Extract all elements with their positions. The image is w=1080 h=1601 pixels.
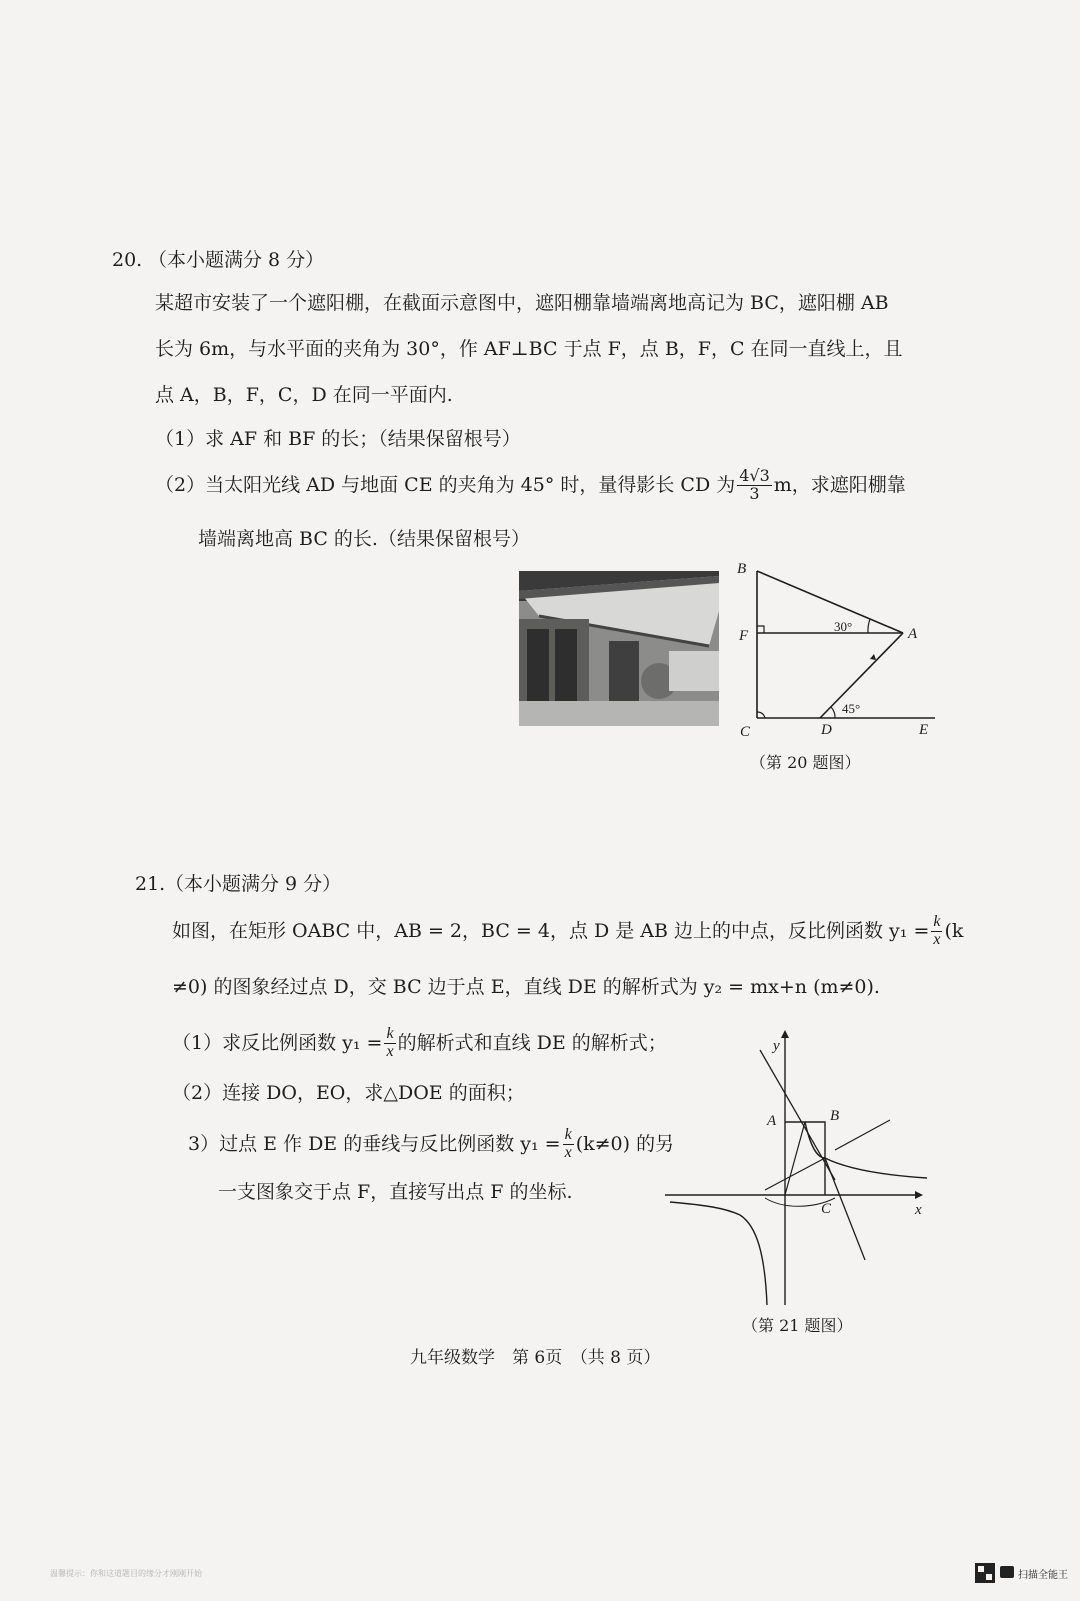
q21-subquestion-3: [188, 1127, 674, 1162]
hyperbola-branch-2: [670, 1202, 767, 1305]
q21-p1-fraction: [931, 914, 942, 949]
hyperbola-branch-1: [805, 1122, 927, 1178]
right-angle-c-icon: [757, 712, 765, 718]
label-b: B: [830, 1108, 840, 1124]
q21-sub3-denominator: x: [564, 1143, 572, 1161]
label-angle-30: 30°: [834, 619, 853, 634]
line-do: [785, 1122, 805, 1195]
q20-cd-fraction: [737, 468, 772, 503]
q21-p1-denominator: x: [933, 930, 941, 948]
line-eo: [765, 1158, 825, 1190]
awning-photo-drawing: [519, 571, 719, 726]
q20-cd-numerator: 4√3: [739, 466, 770, 485]
q21-sub1-numerator: k: [386, 1025, 394, 1042]
rectangle-oabc: [785, 1122, 825, 1195]
q21-sub3-text-end: (k≠0) 的另: [575, 1132, 675, 1155]
q20-geometry-figure: [730, 556, 945, 742]
label-e: E: [919, 722, 929, 738]
q21-subquestion-2: （2）连接 DO，EO，求△DOE 的面积；: [172, 1082, 525, 1104]
q21-subquestion-1: [172, 1026, 667, 1061]
label-f: F: [739, 628, 749, 644]
q20-subquestion-1: （1）求 AF 和 BF 的长；（结果保留根号）: [155, 428, 521, 450]
angle-45-arc: [831, 707, 835, 718]
q21-paragraph-line1: [172, 914, 963, 949]
q20-sub2-text-end: m，求遮阳棚靠: [773, 473, 906, 496]
q20-cd-denominator: 3: [749, 483, 760, 503]
line-ad: [820, 633, 903, 718]
label-x: x: [915, 1202, 922, 1218]
ray-arrow-icon: [870, 654, 876, 660]
q20-figure-caption: （第 20 题图）: [750, 753, 861, 772]
q21-sub3-text: 3）过点 E 作 DE 的垂线与反比例函数 y₁ =: [188, 1132, 561, 1155]
awning-photo: [519, 571, 719, 726]
label-d: D: [821, 722, 832, 738]
x-axis-arrow-icon: [915, 1191, 923, 1199]
label-y: y: [773, 1038, 780, 1054]
scanner-brand: 扫描全能王: [1018, 1570, 1068, 1581]
line-ab: [757, 571, 903, 633]
q20-sub2-text: （2）当太阳光线 AD 与地面 CE 的夹角为 45° 时，量得影长 CD 为: [155, 473, 736, 496]
label-a: A: [908, 626, 918, 642]
q21-p1-text: 如图，在矩形 OABC 中，AB = 2，BC = 4，点 D 是 AB 边上的中点，反比例函数 y₁ =: [172, 919, 930, 942]
q20-subquestion-2: [155, 468, 906, 503]
y-axis-arrow-icon: [781, 1030, 789, 1038]
qr-code-icon: [975, 1563, 995, 1583]
label-angle-45: 45°: [842, 701, 861, 716]
q21-coordinate-figure: [665, 1030, 940, 1305]
q20-paragraph-line1: 某超市安装了一个遮阳棚，在截面示意图中，遮阳棚靠墙端离地高记为 BC，遮阳棚 AB: [155, 292, 889, 314]
sketch-line: [835, 1120, 890, 1150]
q21-subquestion-3-line2: 一支图象交于点 F，直接写出点 F 的坐标.: [218, 1181, 573, 1203]
right-angle-f-icon: [757, 626, 764, 633]
q21-sub1-text-end: 的解析式和直线 DE 的解析式；: [397, 1031, 667, 1054]
q21-sub3-numerator: k: [564, 1126, 572, 1143]
label-a: A: [767, 1113, 777, 1129]
q21-score: （本小题满分 9 分）: [165, 873, 342, 895]
q21-p1-text-end: (k: [944, 919, 964, 942]
footer-note: 温馨提示：你和这道题目的缘分才刚刚开始: [50, 1569, 202, 1578]
q20-paragraph-line3: 点 A，B，F，C，D 在同一平面内.: [155, 384, 453, 406]
q21-paragraph-line2: ≠0) 的图象经过点 D，交 BC 边于点 E，直线 DE 的解析式为 y₂ = mx+n (m≠0).: [172, 976, 880, 998]
q20-number: 20.: [112, 249, 143, 271]
label-c: C: [821, 1201, 832, 1217]
q21-sub1-fraction: [384, 1026, 395, 1061]
q20-score: （本小题满分 8 分）: [148, 249, 325, 271]
q20-paragraph-line2: 长为 6m，与水平面的夹角为 30°，作 AF⊥BC 于点 F，点 B，F，C 在同一直线上，且: [155, 338, 903, 360]
angle-30-arc: [868, 619, 870, 633]
q21-number: 21.: [135, 873, 166, 895]
q20-subquestion-2-line2: 墙端离地高 BC 的长.（结果保留根号）: [198, 528, 530, 550]
scanner-logo-icon: [1000, 1566, 1014, 1578]
q21-p1-numerator: k: [933, 913, 941, 930]
label-c: C: [740, 724, 751, 740]
q21-sub3-fraction: [563, 1127, 574, 1162]
page-footer: 九年级数学 第 6页 （共 8 页）: [410, 1348, 661, 1368]
q21-figure-caption: （第 21 题图）: [742, 1316, 853, 1335]
label-b: B: [737, 561, 747, 577]
q21-sub1-denominator: x: [386, 1042, 394, 1060]
q21-sub1-text: （1）求反比例函数 y₁ =: [172, 1031, 383, 1054]
